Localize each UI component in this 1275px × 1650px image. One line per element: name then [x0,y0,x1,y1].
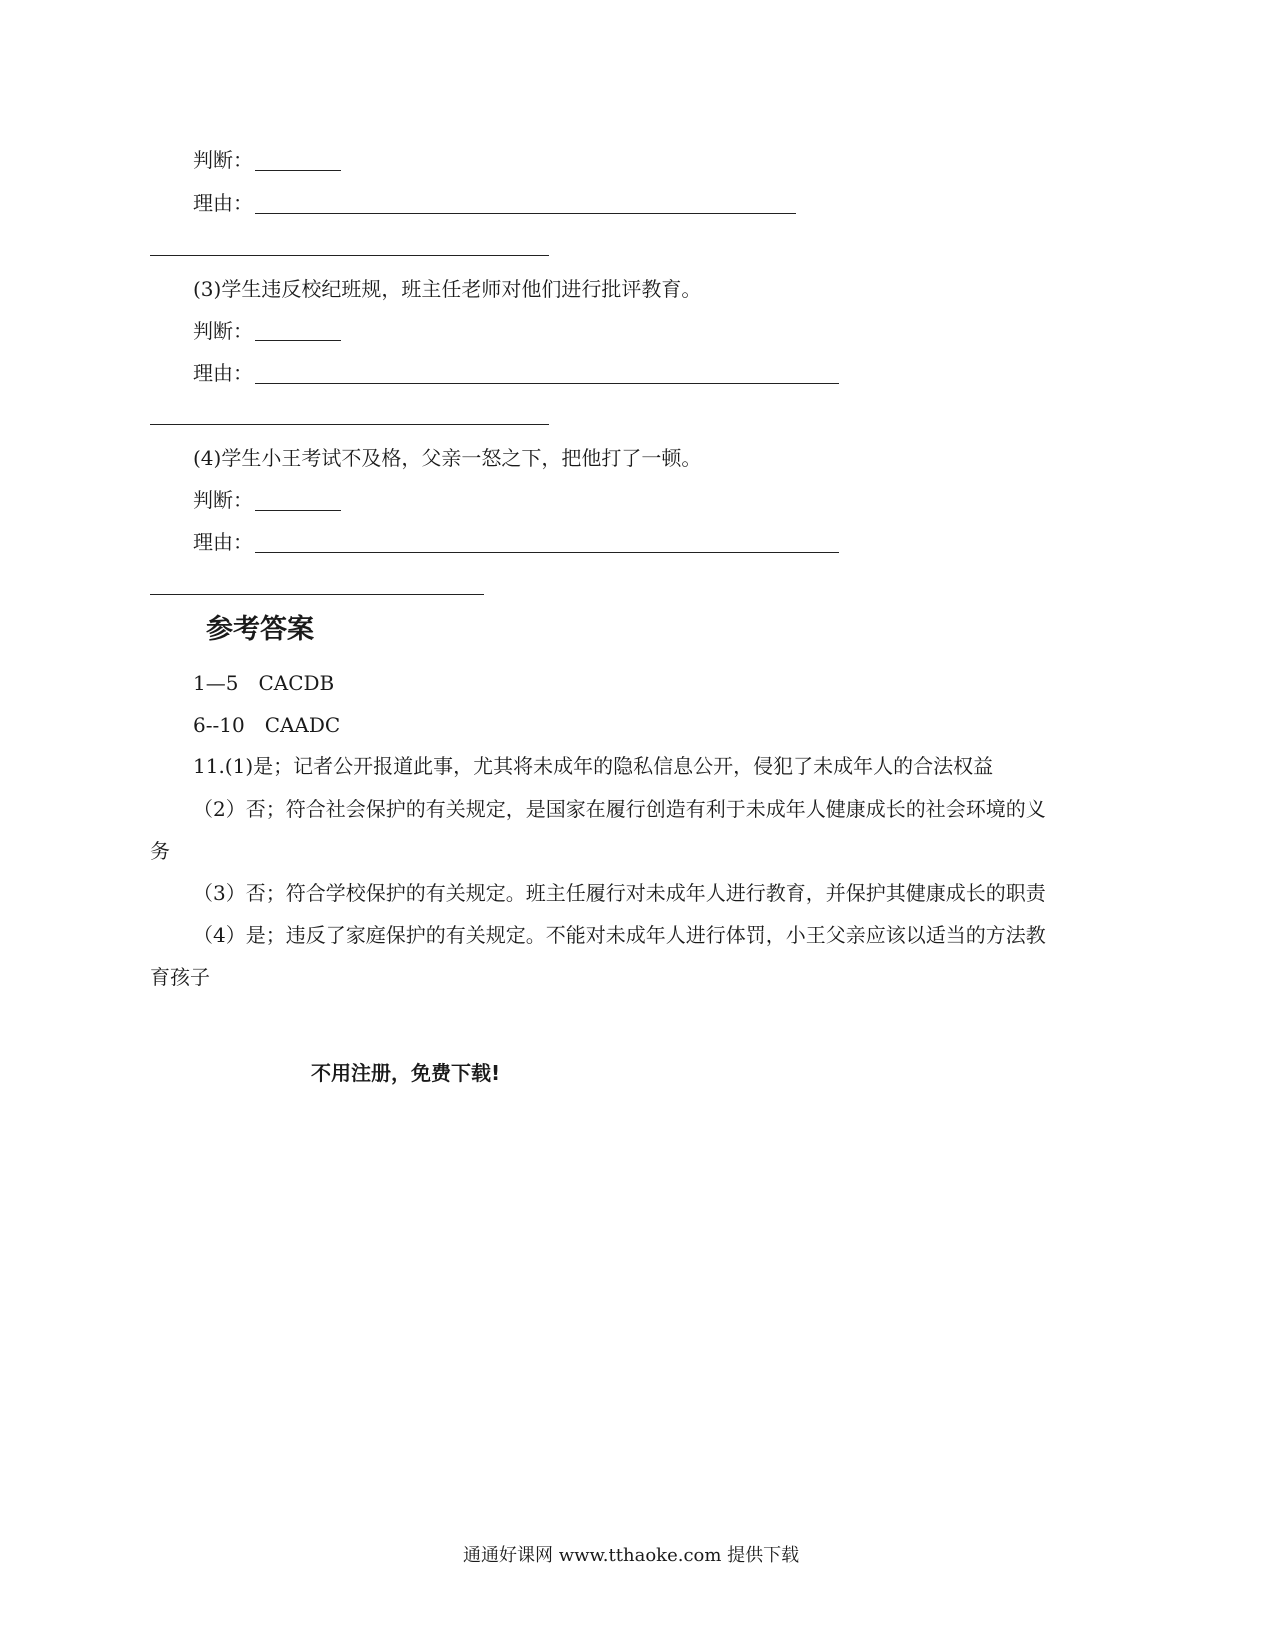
answer-11-2: （2）否；符合社会保护的有关规定，是国家在履行创造有利于未成年人健康成长的社会环境的义 [193,797,1046,821]
q4-reason-blank-cont [150,594,484,595]
answer-11-4: （4）是；违反了家庭保护的有关规定。不能对未成年人进行体罚，小王父亲应该以适当的方法教 [193,923,1046,947]
q4-judge-blank [255,510,341,511]
q2-reason-blank [255,213,796,214]
answer-11-4-cont: 育孩子 [150,965,210,989]
q3-judge-blank [255,340,341,341]
promo-text: 不用注册，免费下载! [311,1061,501,1085]
page-footer: 通通好课网 www.tthaoke.com 提供下载 [463,1545,800,1566]
answers-heading: 参考答案 [206,614,314,645]
q2-judge-label: 判断： [193,148,253,172]
q2-reason-label: 理由： [193,191,253,215]
answer-row-6-10: 6--10 CAADC [193,713,341,737]
q3-reason-blank-cont [150,424,549,425]
q3-reason-blank [255,383,839,384]
answer-11-3: （3）否；符合学校保护的有关规定。班主任履行对未成年人进行教育，并保护其健康成长的职责 [193,881,1046,905]
q2-reason-blank-cont [150,255,549,256]
q3-reason-label: 理由： [193,361,253,385]
q3-prompt: (3)学生违反校纪班规，班主任老师对他们进行批评教育。 [193,277,702,301]
q4-judge-label: 判断： [193,488,253,512]
q4-reason-label: 理由： [193,530,253,554]
q2-judge-blank [255,170,341,171]
answer-11-1: 11.(1)是；记者公开报道此事，尤其将未成年的隐私信息公开，侵犯了未成年人的合法权益 [193,754,994,778]
q4-prompt: (4)学生小王考试不及格，父亲一怒之下，把他打了一顿。 [193,446,702,470]
q4-reason-blank [255,552,839,553]
q3-judge-label: 判断： [193,319,253,343]
answer-11-2-cont: 务 [150,839,170,863]
answer-row-1-5: 1—5 CACDB [193,671,335,695]
